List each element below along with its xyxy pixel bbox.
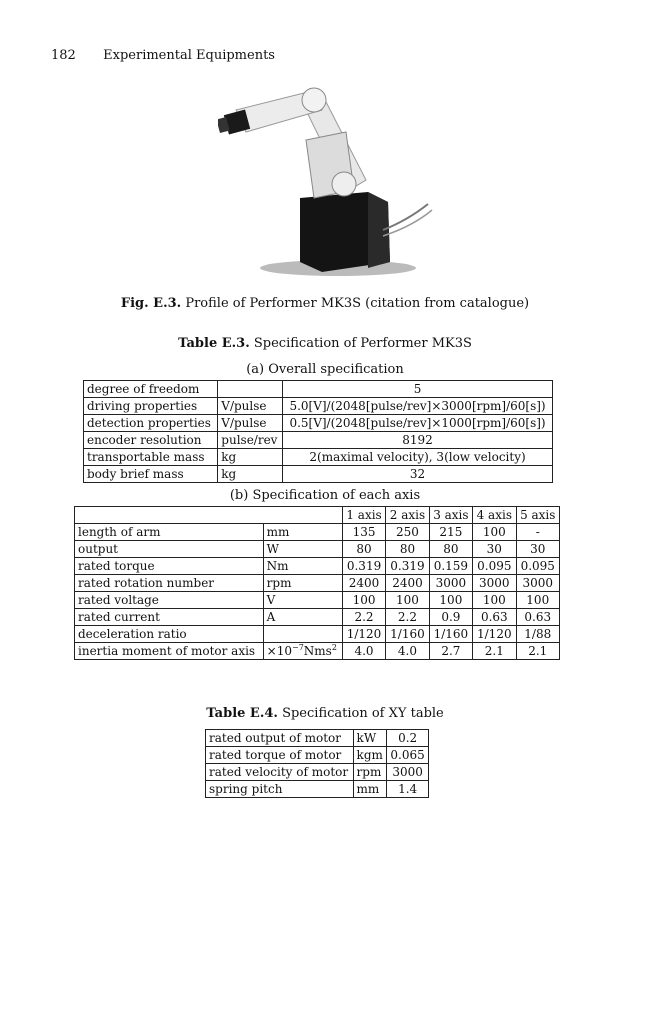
spec-unit: pulse/rev	[218, 432, 283, 449]
axis-header: 3 axis	[429, 507, 472, 524]
page-number: 182	[51, 48, 76, 63]
spec-name: driving properties	[84, 398, 218, 415]
table-row	[84, 449, 553, 466]
overall-spec-table	[83, 380, 553, 483]
table-row	[206, 764, 429, 781]
axis-value: 3000	[429, 575, 472, 592]
spec-name: deceleration ratio	[75, 626, 264, 643]
axis-value: 1/88	[516, 626, 559, 643]
table-row	[75, 558, 560, 575]
spec-unit: mm	[353, 781, 387, 798]
spec-unit	[263, 643, 342, 660]
unit-exponent-2: 2	[331, 643, 337, 652]
axis-value: 2.2	[386, 609, 429, 626]
spec-value: 0.2	[387, 730, 429, 747]
axis-value: 2.7	[429, 643, 472, 660]
spec-unit: kg	[218, 449, 283, 466]
axis-value: 3000	[473, 575, 516, 592]
spec-unit: A	[263, 609, 342, 626]
axis-value: 80	[386, 541, 429, 558]
table-row	[75, 575, 560, 592]
spec-value: 2(maximal velocity), 3(low velocity)	[283, 449, 553, 466]
axis-value: 100	[342, 592, 385, 609]
xy-table-caption	[0, 706, 650, 721]
table-b-title: (b) Specification of each axis	[229, 488, 421, 503]
axis-value: 2.1	[516, 643, 559, 660]
axis-value: 0.63	[516, 609, 559, 626]
spec-unit: W	[263, 541, 342, 558]
axis-value: 215	[429, 524, 472, 541]
spec-name: spring pitch	[206, 781, 354, 798]
axis-value: 30	[516, 541, 559, 558]
axis-value: 0.63	[473, 609, 516, 626]
table-row	[84, 432, 553, 449]
table-row	[75, 541, 560, 558]
cable	[383, 210, 432, 236]
table-row	[75, 626, 560, 643]
spec-name: rated current	[75, 609, 264, 626]
axis-value: 0.319	[342, 558, 385, 575]
unit-tail: Nms	[303, 644, 332, 658]
axis-value: 100	[516, 592, 559, 609]
spec-value: 32	[283, 466, 553, 483]
table-caption	[0, 336, 650, 351]
axis-value: 2400	[342, 575, 385, 592]
axis-spec-table	[74, 506, 560, 660]
spec-value: 0.5[V]/(2048[pulse/rev]×1000[rpm]/60[s])	[283, 415, 553, 432]
spec-name: length of arm	[75, 524, 264, 541]
axis-value: 100	[386, 592, 429, 609]
figure-label: Fig. E.3.	[120, 296, 182, 311]
spec-name: rated torque	[75, 558, 264, 575]
running-title: Experimental Equipments	[103, 48, 275, 63]
axis-value: 0.095	[516, 558, 559, 575]
axis-value: 0.095	[473, 558, 516, 575]
axis-value: 250	[386, 524, 429, 541]
spec-unit	[218, 381, 283, 398]
xy-table-label: Table E.4.	[206, 706, 278, 721]
spec-name: inertia moment of motor axis	[75, 643, 264, 660]
spec-unit: V/pulse	[218, 398, 283, 415]
spec-value: 5.0[V]/(2048[pulse/rev]×3000[rpm]/60[s])	[283, 398, 553, 415]
table-row	[84, 466, 553, 483]
spec-unit: Nm	[263, 558, 342, 575]
spec-unit: rpm	[353, 764, 387, 781]
header-blank	[75, 507, 343, 524]
axis-value: 2400	[386, 575, 429, 592]
robot-arm-photo	[218, 80, 440, 280]
axis-value: -	[516, 524, 559, 541]
spec-unit: V/pulse	[218, 415, 283, 432]
figure-caption-text: Profile of Performer MK3S (citation from catalogue)	[185, 296, 530, 311]
spec-value: 8192	[283, 432, 553, 449]
spec-name: encoder resolution	[84, 432, 218, 449]
spec-value: 5	[283, 381, 553, 398]
table-row	[206, 747, 429, 764]
spec-name: rated output of motor	[206, 730, 354, 747]
axis-value: 0.319	[386, 558, 429, 575]
axis-value: 1/160	[386, 626, 429, 643]
spec-value: 1.4	[387, 781, 429, 798]
axis-value: 100	[429, 592, 472, 609]
axis-value: 3000	[516, 575, 559, 592]
spec-name: body brief mass	[84, 466, 218, 483]
axis-value: 4.0	[342, 643, 385, 660]
table-header-row	[75, 507, 560, 524]
spec-value: 0.065	[387, 747, 429, 764]
axis-value: 100	[473, 592, 516, 609]
table-row	[75, 643, 560, 660]
table-row	[75, 592, 560, 609]
spec-unit: mm	[263, 524, 342, 541]
spec-unit: kgm	[353, 747, 387, 764]
table-row	[206, 781, 429, 798]
spec-name: rated rotation number	[75, 575, 264, 592]
figure-caption	[0, 296, 650, 311]
spec-name: output	[75, 541, 264, 558]
axis-value: 4.0	[386, 643, 429, 660]
axis-value: 1/120	[342, 626, 385, 643]
axis-value: 1/120	[473, 626, 516, 643]
unit-base: ×10	[266, 644, 292, 658]
axis-value: 2.1	[473, 643, 516, 660]
spec-unit: V	[263, 592, 342, 609]
table-row	[75, 609, 560, 626]
table-row	[84, 381, 553, 398]
wrist-joint	[302, 88, 326, 112]
elbow-joint	[332, 172, 356, 196]
table-a-title: (a) Overall specification	[246, 362, 404, 377]
base-side	[368, 192, 390, 268]
table-label: Table E.3.	[178, 336, 250, 351]
spec-unit: rpm	[263, 575, 342, 592]
spec-unit	[263, 626, 342, 643]
xy-spec-table	[205, 729, 429, 798]
spec-value: 3000	[387, 764, 429, 781]
spec-name: degree of freedom	[84, 381, 218, 398]
table-row	[75, 524, 560, 541]
running-header	[51, 48, 275, 63]
spec-name: transportable mass	[84, 449, 218, 466]
axis-value: 2.2	[342, 609, 385, 626]
spec-name: rated voltage	[75, 592, 264, 609]
unit-exponent: −7	[291, 643, 304, 652]
spec-unit: kg	[218, 466, 283, 483]
axis-header: 5 axis	[516, 507, 559, 524]
axis-value: 1/160	[429, 626, 472, 643]
spec-name: rated velocity of motor	[206, 764, 354, 781]
table-row	[206, 730, 429, 747]
spec-unit: kW	[353, 730, 387, 747]
xy-table-caption-text: Specification of XY table	[282, 706, 444, 721]
axis-value: 0.159	[429, 558, 472, 575]
axis-value: 135	[342, 524, 385, 541]
spec-name: rated torque of motor	[206, 747, 354, 764]
table-row	[84, 398, 553, 415]
axis-header: 4 axis	[473, 507, 516, 524]
axis-value: 80	[429, 541, 472, 558]
table-row	[84, 415, 553, 432]
axis-value: 100	[473, 524, 516, 541]
axis-value: 30	[473, 541, 516, 558]
table-caption-text: Specification of Performer MK3S	[253, 336, 472, 351]
spec-name: detection properties	[84, 415, 218, 432]
axis-value: 80	[342, 541, 385, 558]
axis-header: 2 axis	[386, 507, 429, 524]
axis-value: 0.9	[429, 609, 472, 626]
axis-header: 1 axis	[342, 507, 385, 524]
